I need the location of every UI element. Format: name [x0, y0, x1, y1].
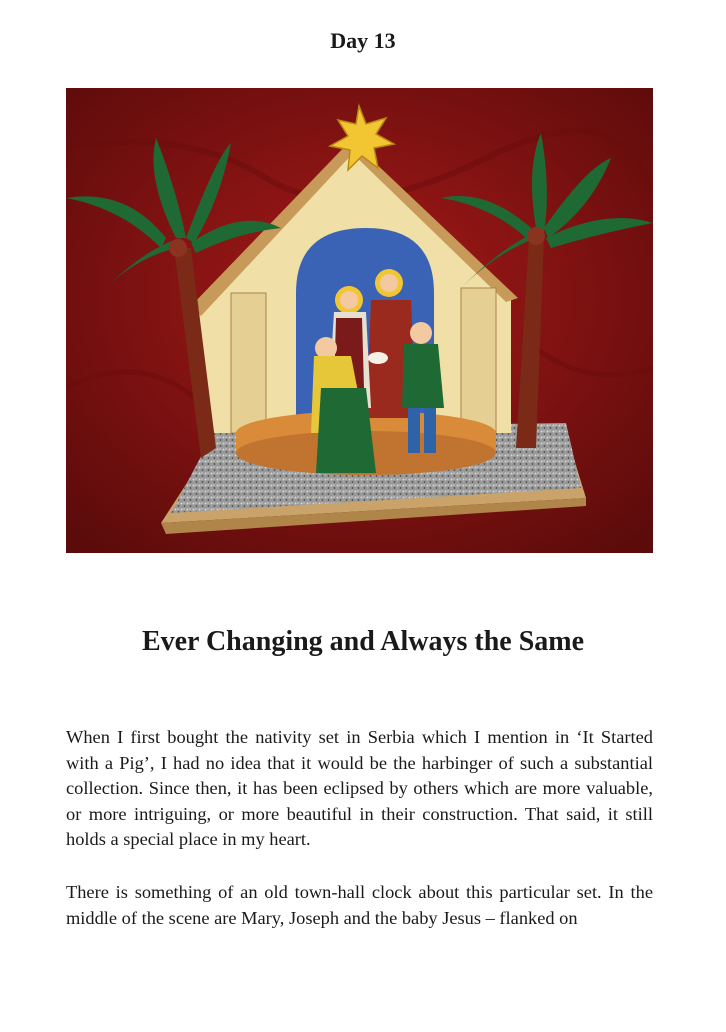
- day-heading: Day 13: [330, 28, 396, 53]
- chapter-title: Ever Changing and Always the Same: [141, 626, 585, 657]
- nativity-scene-illustration: [66, 88, 653, 553]
- body-paragraph-2: There is something of an old town-hall clock about this particular set. In the middle of the scene are Mary, Joseph and the baby Jesus – flanked on: [66, 882, 653, 928]
- nativity-photo: [66, 88, 653, 553]
- body-paragraph-1: When I first bought the nativity set in Serbia which I mention in ‘It Started with a Pig’, I had no idea that it would be the harbinger of such a substantial collection. Since then, it has been eclipsed by others which are more valuable, or more intriguing, or more beautiful in their construction. That said, it still holds a special place in my heart.: [66, 727, 653, 850]
